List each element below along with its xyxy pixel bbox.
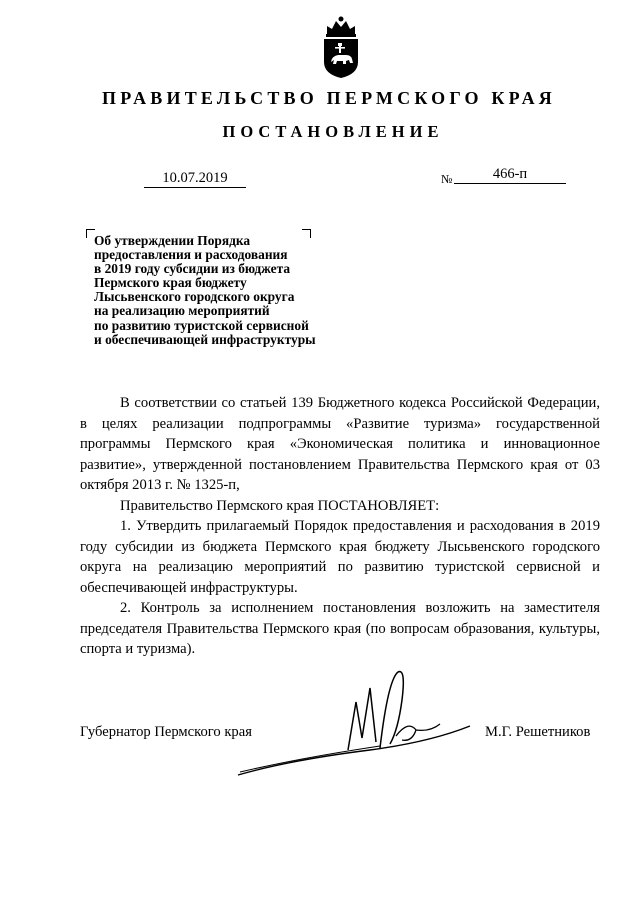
title-line: по развитию туристской сервисной xyxy=(94,317,309,333)
title-line: на реализацию мероприятий xyxy=(94,303,270,319)
document-body xyxy=(80,393,600,660)
document-date: 10.07.2019 xyxy=(144,170,246,188)
title-line: в 2019 году субсидии из бюджета xyxy=(94,261,291,277)
signer-name: М.Г. Решетников xyxy=(485,724,591,740)
paragraph-resolves: Правительство Пермского края ПОСТАНОВЛЯЕТ: xyxy=(120,497,440,514)
document-number: 466-п xyxy=(454,166,566,184)
signer-position: Губернатор Пермского края xyxy=(80,724,252,740)
title-line: Пермского края бюджету xyxy=(94,275,247,291)
coat-of-arms-icon xyxy=(318,14,364,80)
paragraph-item-1: 1. Утвердить прилагаемый Порядок предоставления и расходования в 2019 году субсидии из бюджета Пермского края бюджету Лысьвенского городского округа на реализацию мероприятий по развитию туристской сервисной и обеспечивающей инфраструктуры. xyxy=(80,518,600,596)
number-sign: № xyxy=(441,172,453,186)
title-line: Об утверждении Порядка xyxy=(94,233,251,248)
title-line: Лысьвенского городского округа xyxy=(94,289,295,305)
handwritten-signature xyxy=(230,660,480,790)
paragraph-preamble: В соответствии со статьей 139 Бюджетного кодекса Российской Федерации, в целях реализации подпрограммы «Развитие туризма» государственной программы Пермского края «Экономическая политика и инновационное развитие», утвержденной постановлением Правительства Пермского края от 03 октября 2013 г. № 1325-п, xyxy=(80,395,600,493)
document-title xyxy=(94,234,374,347)
paragraph-item-2: 2. Контроль за исполнением постановления возложить на заместителя председателя Правительства Пермского края (по вопросам образования, культуры, спорта и туризма). xyxy=(80,600,600,657)
title-line: и обеспечивающей инфраструктуры xyxy=(94,331,316,347)
government-name: ПРАВИТЕЛЬСТВО ПЕРМСКОГО КРАЯ xyxy=(102,88,556,108)
title-line: предоставления и расходования xyxy=(94,247,288,263)
document-type: ПОСТАНОВЛЕНИЕ xyxy=(222,122,444,141)
